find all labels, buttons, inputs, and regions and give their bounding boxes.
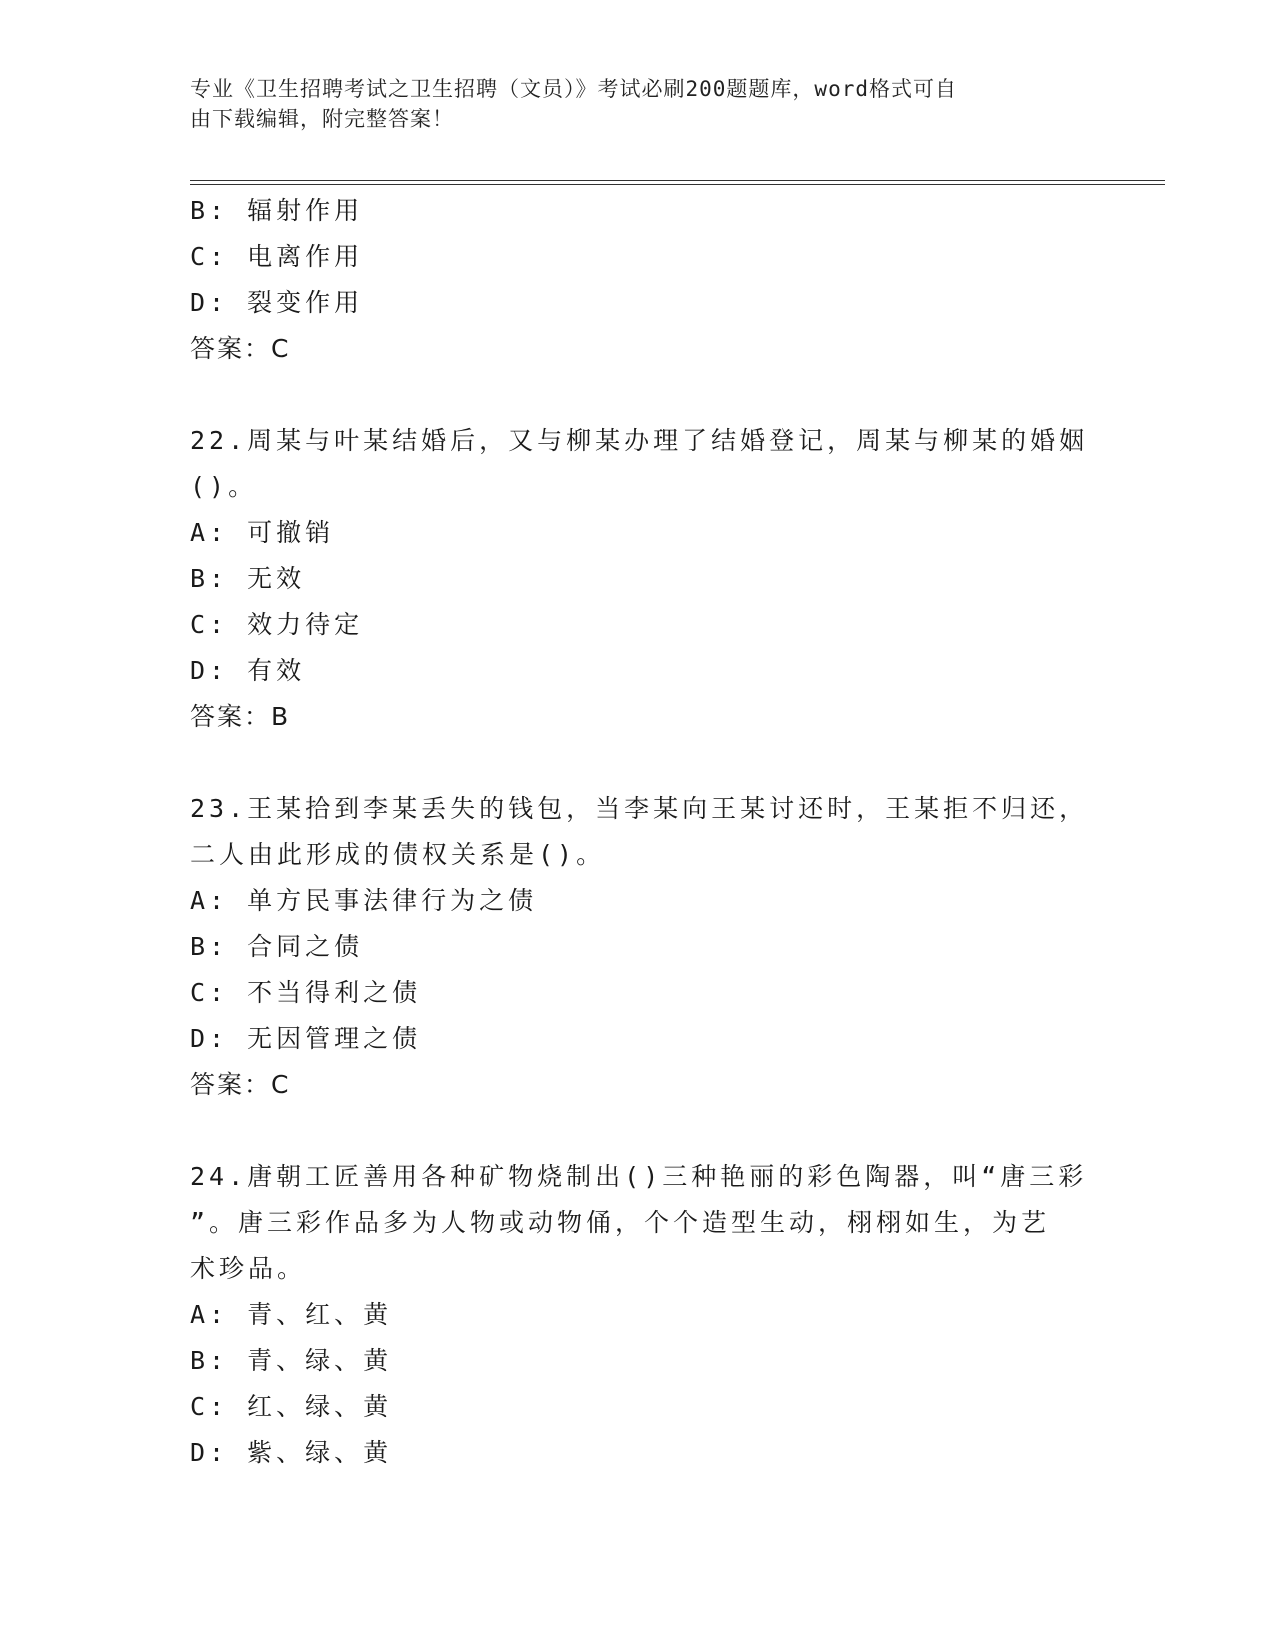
document-header (190, 74, 1090, 134)
option-a: A: 青、红、黄 (190, 1300, 393, 1329)
question-text-line: 23.王某拾到李某丢失的钱包，当李某向王某讨还时，王某拒不归还， (190, 794, 1089, 823)
option-c: C: 不当得利之债 (190, 978, 422, 1007)
spacer (190, 372, 1100, 418)
question-text-line: ()。 (190, 472, 258, 501)
spacer (190, 1108, 1100, 1154)
question-text-line: 24.唐朝工匠善用各种矿物烧制出()三种艳丽的彩色陶器，叫“唐三彩 (190, 1162, 1088, 1191)
option-c: C: 红、绿、黄 (190, 1392, 393, 1421)
question-text-line: 术珍品。 (190, 1254, 307, 1283)
answer: 答案：C (190, 334, 291, 363)
answer: 答案：C (190, 1070, 291, 1099)
option-b: B: 青、绿、黄 (190, 1346, 393, 1375)
option-c: C: 电离作用 (190, 242, 364, 271)
question-text-line: ”。唐三彩作品多为人物或动物俑，个个造型生动，栩栩如生，为艺 (190, 1208, 1051, 1237)
question-text-line: 二人由此形成的债权关系是()。 (190, 840, 606, 869)
option-d: D: 无因管理之债 (190, 1024, 422, 1053)
spacer (190, 740, 1100, 786)
header-line-2: 由下载编辑，附完整答案！ (190, 107, 454, 131)
question-22 (190, 418, 1100, 740)
option-b: B: 合同之债 (190, 932, 364, 961)
option-c: C: 效力待定 (190, 610, 364, 639)
option-d: D: 裂变作用 (190, 288, 364, 317)
header-divider-top (190, 180, 1165, 181)
header-divider-bottom (190, 184, 1165, 185)
question-list (190, 188, 1100, 1476)
option-a: A: 可撤销 (190, 518, 335, 547)
option-b: B: 辐射作用 (190, 196, 364, 225)
answer: 答案：B (190, 702, 291, 731)
question-24 (190, 1154, 1100, 1476)
option-a: A: 单方民事法律行为之债 (190, 886, 538, 915)
option-d: D: 紫、绿、黄 (190, 1438, 393, 1467)
option-d: D: 有效 (190, 656, 306, 685)
question-text-line: 22.周某与叶某结婚后，又与柳某办理了结婚登记，周某与柳某的婚姻 (190, 426, 1089, 455)
option-b: B: 无效 (190, 564, 306, 593)
question-21 (190, 188, 1100, 372)
header-line-1: 专业《卫生招聘考试之卫生招聘（文员）》考试必刷200题题库，word格式可自 (190, 77, 957, 101)
question-23 (190, 786, 1100, 1108)
